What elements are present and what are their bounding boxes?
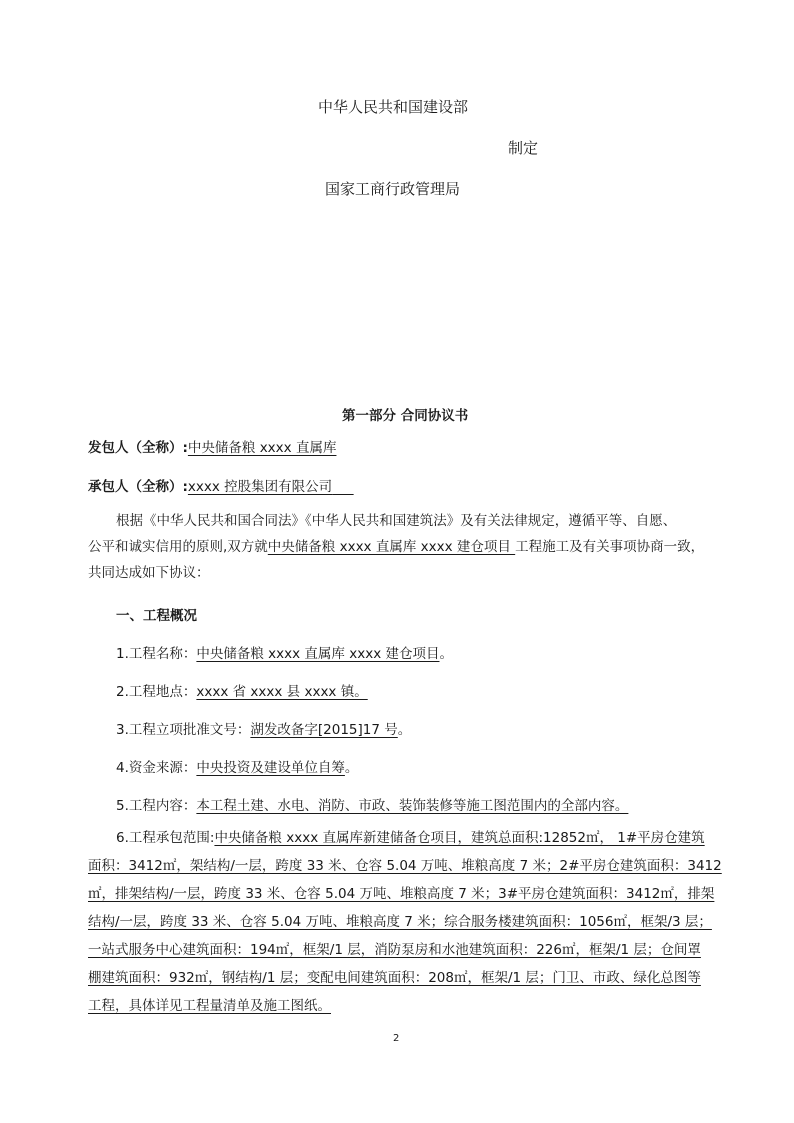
item-tail: 。 [397, 722, 412, 738]
intro-line-2 [88, 534, 710, 560]
item-value: xxxx 省 xxxx 县 xxxx 镇。 [196, 684, 368, 700]
scope-line-4: 结构/一层，跨度 33 米、仓容 5.04 万吨、堆粮高度 7 米；综合服务楼建筑面积：1056㎡，框架/3 层； [88, 914, 712, 930]
item-approval-number [116, 718, 411, 738]
employer-name: 中央储备粮 xxxx 直属库 [187, 440, 337, 456]
overview-heading: 一、工程概况 [116, 608, 197, 624]
item-label: 3.工程立项批准文号： [116, 722, 251, 738]
item-contract-scope [88, 824, 722, 1020]
item-tail: 。 [344, 760, 359, 776]
item-value: 中央储备粮 xxxx 直属库 xxxx 建仓项目 [196, 646, 440, 662]
item-value: 本工程土建、水电、消防、市政、装饰装修等施工图范围内的全部内容。 [196, 798, 629, 814]
item-value: 中央投资及建设单位自筹 [196, 760, 345, 776]
section-title: 第一部分 合同协议书 [342, 408, 469, 424]
contractor-name-blank [332, 479, 353, 495]
scope-line-3: ㎡，排架结构/一层，跨度 33 米、仓容 5.04 万吨、堆粮高度 7 米；3#平房仓建筑面积：3412㎡，排架 [88, 886, 715, 902]
issuer-formulated-label: 制定 [508, 139, 539, 157]
item-tail: 。 [439, 646, 453, 662]
employer-line [88, 436, 336, 456]
item-project-name [116, 642, 453, 662]
intro-paragraph [88, 508, 710, 586]
contractor-name [188, 479, 354, 495]
item-project-location [116, 680, 368, 700]
intro-line-2-pre: 公平和诚实信用的原则,双方就 [88, 539, 268, 555]
scope-line-2: 面积：3412㎡，架结构/一层，跨度 33 米、仓容 5.04 万吨、堆粮高度 7 米；2#平房仓建筑面积：3412 [88, 858, 722, 874]
item-label: 4.资金来源： [116, 760, 197, 776]
contractor-line [88, 475, 354, 495]
scope-text: 中央储备粮 xxxx 直属库新建储备仓项目，建筑总面积:12852㎡， 1#平房仓建筑 [214, 830, 705, 846]
issuer-ministry-of-construction: 中华人民共和国建设部 [318, 98, 469, 116]
scope-line-5: 一站式服务中心建筑面积：194㎡，框架/1 层，消防泵房和水池建筑面积：226㎡，框架/1 层；仓间罩 [88, 942, 701, 958]
scope-line-7: 工程，具体详见工程量清单及施工图纸。 [88, 998, 331, 1014]
intro-line-3: 共同达成如下协议： [88, 565, 210, 581]
item-project-content [116, 794, 628, 814]
item-funding-source [116, 756, 358, 776]
intro-line-1: 根据《中华人民共和国合同法》《中华人民共和国建筑法》及有关法律规定，遵循平等、自愿、 [116, 513, 677, 529]
employer-label: 发包人（全称）: [88, 440, 188, 456]
intro-line-2-post: 工程施工及有关事项协商一致， [515, 539, 705, 555]
item-label: 2.工程地点： [116, 684, 197, 700]
item-label: 5.工程内容： [116, 798, 197, 814]
issuer-administration-for-industry-and-commerce: 国家工商行政管理局 [325, 180, 461, 198]
item-label: 1.工程名称： [116, 646, 197, 662]
intro-project-name: 中央储备粮 xxxx 直属库 xxxx 建仓项目 [267, 539, 516, 555]
scope-label: 6.工程承包范围: [116, 830, 215, 846]
item-value: 湖发改备字[2015]17 号 [250, 722, 398, 738]
scope-line-6: 棚建筑面积：932㎡，钢结构/1 层；变配电间建筑面积：208㎡，框架/1 层；门卫、市政、绿化总图等 [88, 970, 701, 986]
scope-line-1 [88, 824, 710, 852]
contractor-name-text: xxxx 控股集团有限公司 [187, 479, 333, 495]
contractor-label: 承包人（全称）: [88, 479, 188, 495]
page-number: 2 [393, 1033, 400, 1044]
